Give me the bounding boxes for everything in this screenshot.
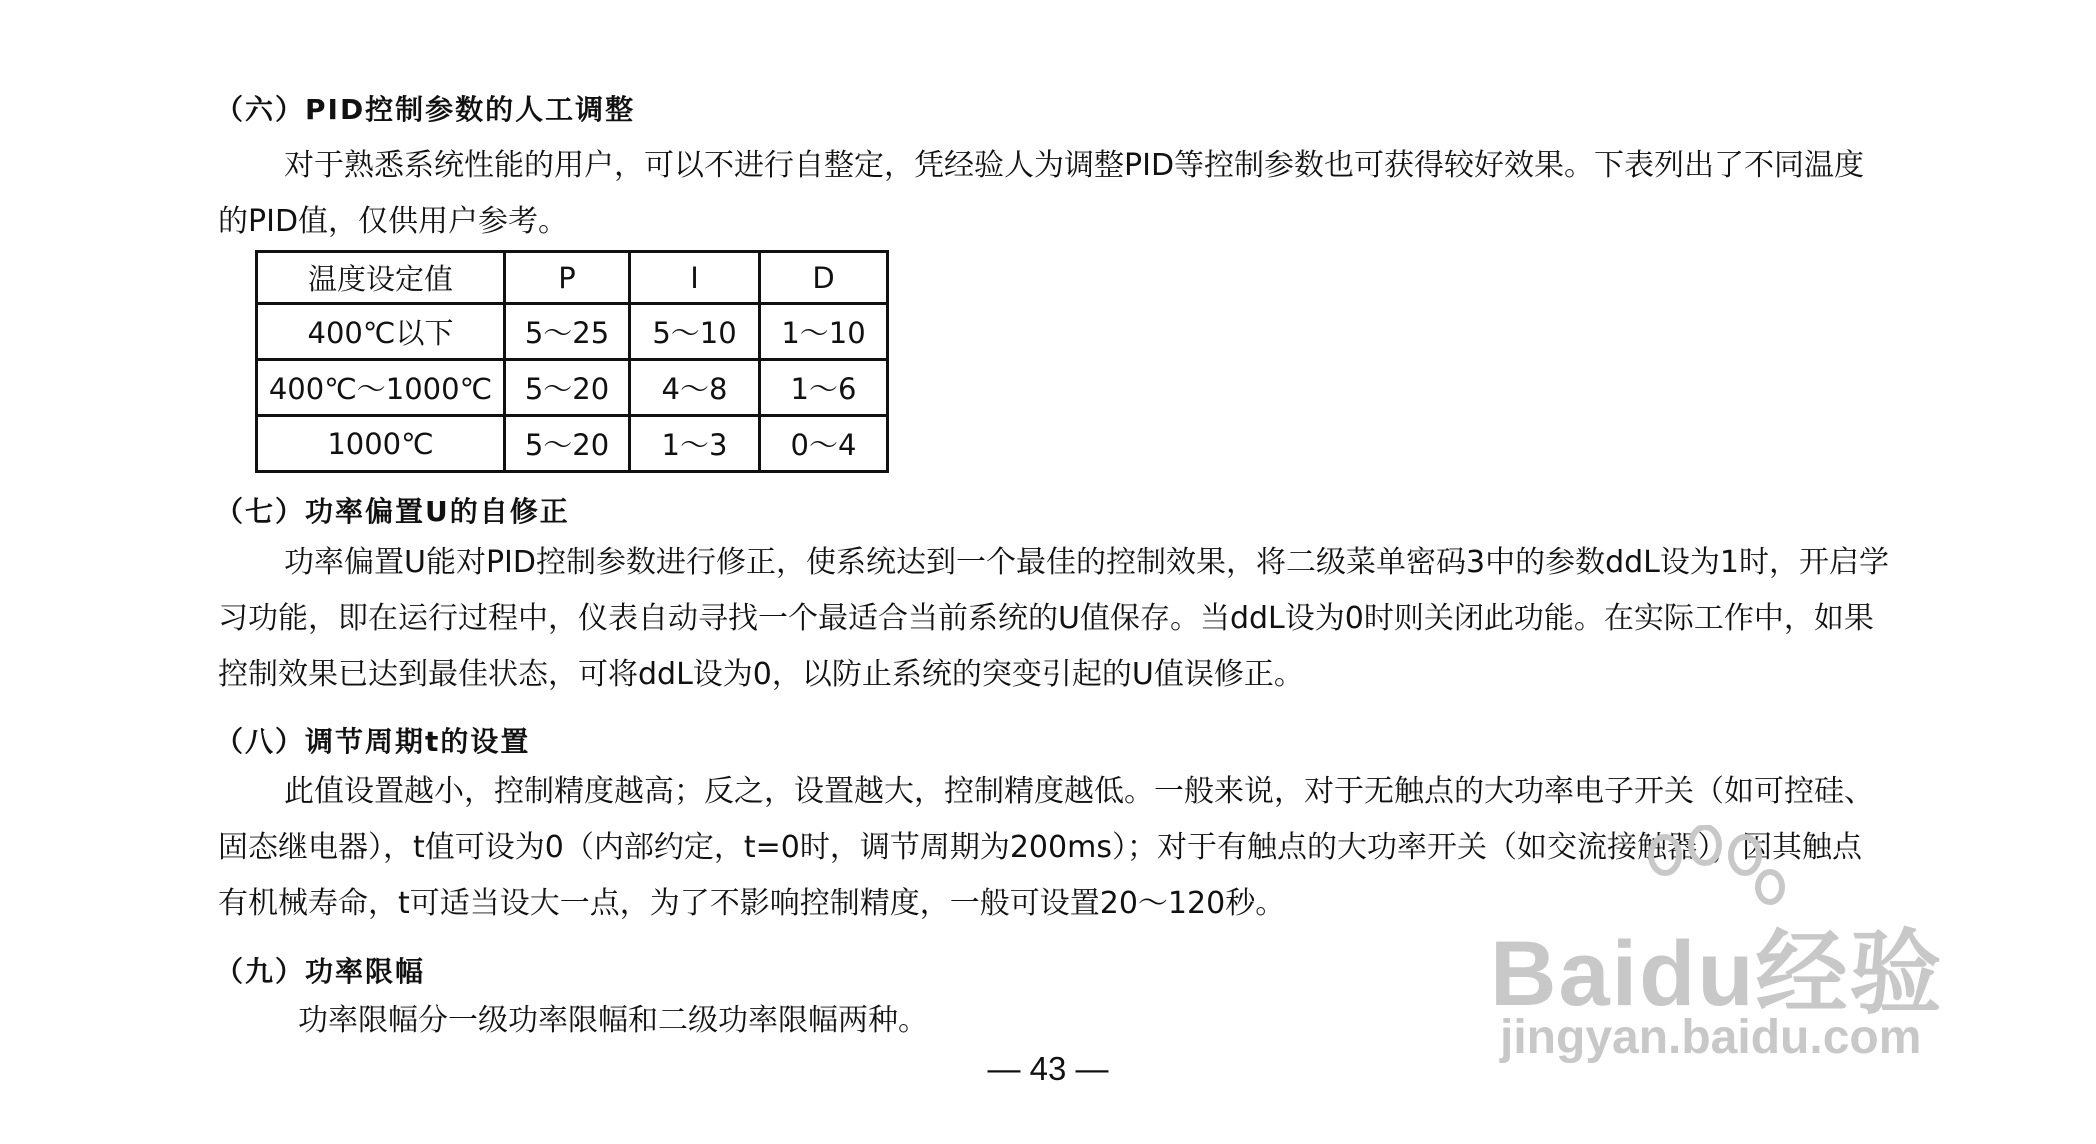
pid-table-cell: 4～8 xyxy=(630,360,760,416)
pid-table-row xyxy=(257,304,888,360)
section-7-line-3: 控制效果已达到最佳状态，可将ddL设为0，以防止系统的突变引起的U值误修正。 xyxy=(218,657,1304,692)
pid-table-header-cell: I xyxy=(630,252,760,304)
pid-table-header-row xyxy=(257,252,888,304)
pid-table-header-cell: D xyxy=(760,252,888,304)
pid-table-cell: 1～3 xyxy=(630,416,760,472)
pid-table-cell: 400℃～1000℃ xyxy=(257,360,505,416)
section-6-line-1: 对于熟悉系统性能的用户，可以不进行自整定，凭经验人为调整PID等控制参数也可获得较好效果。下表列出了不同温度 xyxy=(284,148,1865,183)
pid-table-cell: 5～25 xyxy=(505,304,630,360)
section-7-heading: （七）功率偏置U的自修正 xyxy=(215,495,570,528)
watermark-main-text: Baidu经验 xyxy=(1490,923,1944,1025)
pid-table-cell: 5～10 xyxy=(630,304,760,360)
section-9-heading: （九）功率限幅 xyxy=(215,955,426,988)
watermark-url-text: jingyan.baidu.com xyxy=(1500,1011,1922,1064)
section-6-line-2: 的PID值，仅供用户参考。 xyxy=(218,204,569,239)
section-7-paragraph xyxy=(218,535,1978,703)
pid-table-cell: 1000℃ xyxy=(257,416,505,472)
pid-table-cell: 5～20 xyxy=(505,360,630,416)
pid-table-cell: 5～20 xyxy=(505,416,630,472)
pid-table-header-cell: 温度设定值 xyxy=(257,252,505,304)
pid-table-cell: 400℃以下 xyxy=(257,304,505,360)
baidu-jingyan-watermark xyxy=(1490,825,1990,1065)
pid-table xyxy=(255,250,889,473)
pid-table-cell: 0～4 xyxy=(760,416,888,472)
section-8-line-1: 此值设置越小，控制精度越高；反之，设置越大，控制精度越低。一般来说，对于无触点的大功率电子开关（如可控硅、 xyxy=(284,774,1874,809)
section-7-line-1: 功率偏置U能对PID控制参数进行修正，使系统达到一个最佳的控制效果，将二级菜单密码3中的参数ddL设为1时，开启学 xyxy=(284,545,1889,580)
section-8-line-3: 有机械寿命，t可适当设大一点，为了不影响控制精度，一般可设置20～120秒。 xyxy=(218,886,1286,921)
section-9-line-1: 功率限幅分一级功率限幅和二级功率限幅两种。 xyxy=(298,1003,928,1038)
page-number: — 43 — xyxy=(987,1050,1109,1087)
section-8-line-2: 固态继电器），t值可设为0（内部约定，t=0时，调节周期为200ms）；对于有触点的大功率开关（如交流接触器），因其触点 xyxy=(218,830,1862,865)
section-6-heading: （六）PID控制参数的人工调整 xyxy=(215,93,636,126)
pid-table-cell: 1～10 xyxy=(760,304,888,360)
section-8-heading: （八）调节周期t的设置 xyxy=(215,725,531,758)
pid-table-header-cell: P xyxy=(505,252,630,304)
section-6-paragraph xyxy=(218,138,1978,250)
pid-table-cell: 1～6 xyxy=(760,360,888,416)
pid-table-row xyxy=(257,416,888,472)
section-7-line-2: 习功能，即在运行过程中，仪表自动寻找一个最适合当前系统的U值保存。当ddL设为0时则关闭此功能。在实际工作中，如果 xyxy=(218,601,1874,636)
pid-table-row xyxy=(257,360,888,416)
